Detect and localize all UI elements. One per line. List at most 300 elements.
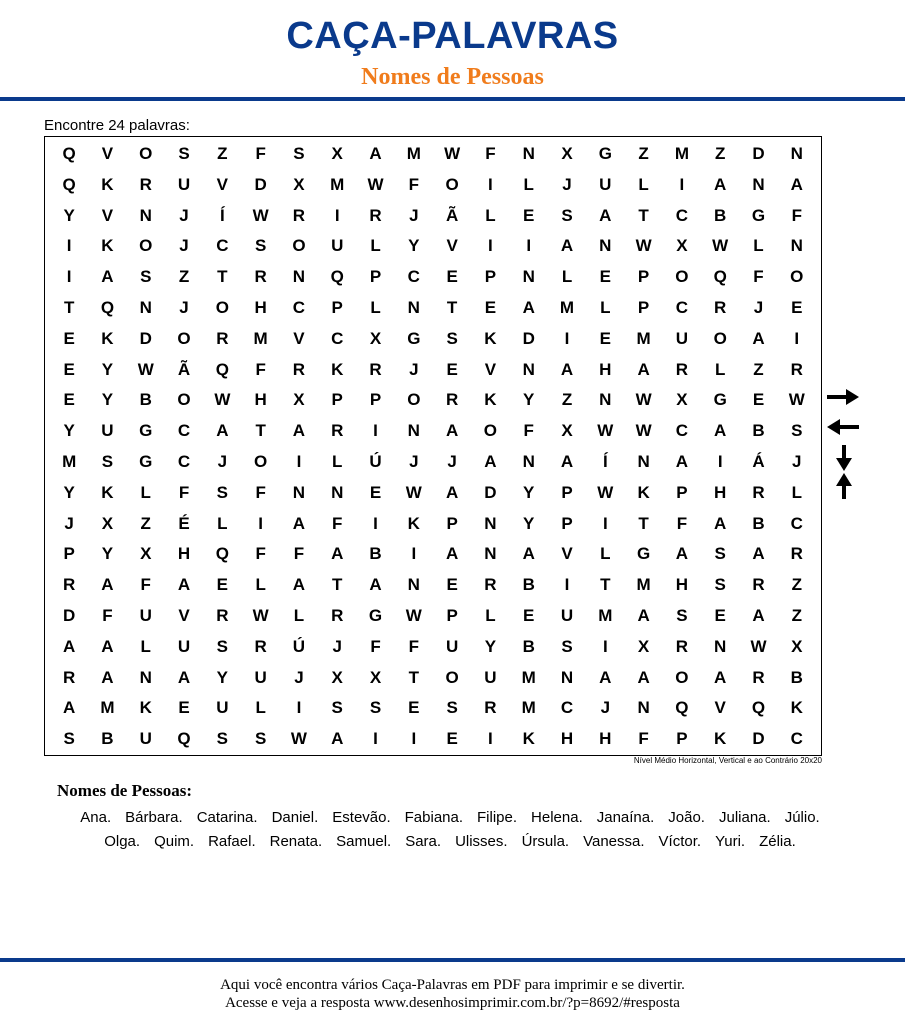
grid-letter: L (561, 267, 573, 287)
grid-letter: N (637, 451, 650, 471)
grid-letter: A (177, 575, 191, 595)
grid-letter: F (676, 513, 688, 533)
grid-letter: R (675, 636, 689, 656)
grid-letter: R (139, 174, 152, 194)
grid-row (50, 478, 821, 509)
grid-letter: F (255, 359, 266, 379)
grid-row (50, 416, 821, 447)
grid-letter: W (252, 605, 269, 625)
grid-letter: E (369, 482, 382, 502)
grid-letter: K (101, 482, 114, 502)
grid-letter: A (63, 636, 76, 656)
grid-letter: O (254, 451, 268, 471)
grid-letter: J (64, 513, 74, 533)
grid-letter: K (637, 482, 650, 502)
grid-letter: S (216, 729, 228, 749)
grid-letter: L (255, 575, 266, 595)
grid-letter: S (140, 267, 152, 287)
grid-letter: I (602, 636, 608, 656)
grid-letter: N (407, 297, 420, 317)
grid-letter: Z (178, 267, 190, 287)
grid-letter: C (675, 205, 689, 225)
grid-letter: R (484, 575, 497, 595)
grid-letter: F (255, 482, 266, 502)
grid-letter: N (407, 575, 420, 595)
page-subtitle: Nomes de Pessoas (361, 64, 544, 90)
grid-letter: T (408, 667, 420, 687)
grid-row (50, 539, 821, 570)
grid-letter: S (216, 482, 228, 502)
grid-letter: X (331, 144, 343, 163)
word-item: Renata. (269, 833, 323, 850)
grid-letter: R (369, 205, 382, 225)
grid-letter: A (752, 605, 765, 625)
grid-letter: Z (791, 605, 802, 625)
grid-letter: L (638, 174, 649, 194)
grid-letter: A (752, 544, 765, 564)
grid-letter: O (713, 328, 727, 348)
grid-letter: H (254, 297, 267, 317)
grid-letter: G (636, 544, 651, 564)
grid-letter: W (635, 421, 652, 441)
grid-letter: Y (484, 636, 497, 656)
grid-letter: A (331, 729, 344, 749)
grid-letter: V (216, 174, 228, 194)
grid-letter: N (331, 482, 344, 502)
grid-letter: L (217, 513, 228, 533)
grid-letter: U (254, 667, 267, 687)
word-item: Júlio. (784, 809, 820, 826)
grid-letter: A (445, 544, 459, 564)
grid-letter: R (216, 605, 229, 625)
grid-letter: K (484, 328, 497, 348)
grid-letter: L (715, 359, 726, 379)
grid-letter: O (445, 174, 459, 194)
grid-letter: A (637, 605, 650, 625)
grid-letter: L (791, 482, 802, 502)
grid-letter: R (484, 698, 497, 718)
grid-letter: A (369, 575, 382, 595)
grid-letter: I (296, 698, 302, 718)
grid-letter: P (446, 605, 458, 625)
grid-row (50, 293, 821, 324)
grid-letter: E (599, 328, 611, 348)
grid-letter: C (216, 236, 229, 256)
word-item: Filipe. (477, 809, 518, 826)
grid-letter: Z (753, 359, 764, 379)
grid-letter: R (63, 575, 76, 595)
grid-letter: W (444, 144, 461, 163)
grid-letter: O (215, 297, 229, 317)
grid-row (50, 262, 821, 293)
grid-letter: S (254, 729, 267, 749)
grid-letter: X (369, 667, 382, 687)
grid-letter: T (638, 513, 649, 533)
footer-line-1: Aqui você encontra vários Caça-Palavras em PDF para imprimir e se divertir. (220, 977, 685, 993)
grid-letter: R (254, 636, 267, 656)
grid-letter: N (522, 144, 535, 163)
grid-letter: K (407, 513, 420, 533)
grid-letter: C (560, 698, 574, 718)
grid-letter: T (332, 575, 343, 595)
grid-letter: N (292, 482, 306, 502)
grid-letter: Ã (177, 359, 191, 379)
grid-letter: J (562, 174, 572, 194)
grid-letter: N (484, 513, 497, 533)
grid-letter: Y (63, 421, 75, 441)
grid-letter: C (292, 297, 306, 317)
grid-letter: A (101, 267, 114, 287)
grid-letter: O (790, 267, 804, 287)
grid-row (50, 570, 821, 601)
grid-letter: P (676, 482, 688, 502)
grid-letter: F (255, 144, 266, 163)
grid-letter: H (599, 729, 612, 749)
grid-letter: S (446, 698, 458, 718)
grid-letter: J (600, 698, 611, 718)
grid-letter: W (635, 236, 652, 256)
grid-letter: I (526, 236, 532, 256)
grid-letter: O (445, 667, 459, 687)
grid-letter: K (790, 698, 803, 718)
grid-letter: P (331, 390, 343, 410)
grid-letter: G (139, 451, 153, 471)
grid-letter: A (445, 421, 459, 441)
word-item: Vanessa. (583, 833, 645, 850)
grid-letter: I (488, 174, 493, 194)
grid-letter: Q (177, 729, 191, 749)
grid-letter: A (714, 174, 727, 194)
word-item: Samuel. (336, 833, 392, 850)
level-note: Nível Médio Horizontal, Vertical e ao Contrário 20x20 (633, 756, 822, 765)
grid-letter: E (446, 267, 458, 287)
grid-letter: P (484, 267, 497, 287)
grid-row (50, 139, 821, 170)
bottom-divider (0, 958, 905, 962)
grid-letter: I (258, 513, 263, 533)
grid-row (50, 663, 821, 694)
grid-letter: A (292, 575, 306, 595)
grid-letter: N (599, 390, 612, 410)
grid-letter: E (523, 205, 535, 225)
grid-letter: W (597, 421, 614, 441)
grid-letter: J (179, 297, 189, 317)
grid-letter: J (332, 636, 342, 656)
grid-letter: J (447, 451, 457, 471)
word-list (60, 806, 840, 854)
grid-letter: R (216, 328, 229, 348)
grid-letter: A (790, 174, 803, 194)
grid-letter: Ú (292, 636, 306, 656)
grid-letter: E (63, 390, 75, 410)
grid-letter: R (445, 390, 459, 410)
word-item: Estevão. (332, 809, 391, 826)
grid-letter: P (561, 513, 573, 533)
grid-letter: R (714, 297, 727, 317)
grid-letter: Q (330, 267, 344, 287)
grid-letter: N (292, 267, 306, 287)
grid-letter: F (408, 174, 420, 194)
grid-letter: O (292, 236, 306, 256)
grid-letter: D (63, 605, 76, 625)
grid-letter: F (178, 482, 190, 502)
word-item: Víctor. (658, 833, 702, 850)
arrow-up-icon (835, 472, 853, 500)
grid-letter: S (714, 575, 726, 595)
grid-letter: X (561, 144, 573, 163)
grid-letter: U (216, 698, 229, 718)
grid-letter: B (714, 205, 727, 225)
grid-letter: M (100, 698, 115, 718)
grid-letter: E (178, 698, 190, 718)
grid-letter: Q (675, 698, 689, 718)
grid-letter: U (484, 667, 497, 687)
grid-letter: B (101, 729, 114, 749)
grid-letter: V (714, 698, 726, 718)
grid-letter: E (484, 297, 497, 317)
grid-letter: S (561, 636, 573, 656)
grid-letter: Z (791, 575, 802, 595)
grid-letter: B (752, 513, 765, 533)
grid-letter: A (63, 698, 76, 718)
grid-letter: N (599, 236, 612, 256)
grid-letter: Q (62, 144, 76, 163)
grid-letter: R (790, 359, 803, 379)
grid-letter: Y (216, 667, 228, 687)
grid-letter: I (564, 328, 570, 348)
grid-letter: X (140, 544, 152, 564)
grid-letter: A (101, 667, 114, 687)
grid-letter: E (752, 390, 765, 410)
grid-letter: Y (408, 236, 420, 256)
grid-letter: W (750, 636, 767, 656)
grid-letter: N (790, 236, 803, 256)
grid-letter: X (331, 667, 343, 687)
grid-letter: L (255, 698, 266, 718)
grid-letter: B (139, 390, 152, 410)
grid-letter: M (330, 174, 345, 194)
grid-letter: D (752, 729, 765, 749)
grid-letter: N (139, 205, 152, 225)
grid-letter: U (599, 174, 612, 194)
grid-row (50, 385, 821, 416)
grid-letter: S (561, 205, 573, 225)
grid-letter: N (407, 421, 420, 441)
word-item: Juliana. (718, 809, 771, 826)
grid-letter: S (369, 698, 382, 718)
grid-letter: A (637, 359, 650, 379)
grid-letter: F (255, 544, 266, 564)
grid-letter: J (179, 236, 189, 256)
grid-letter: O (139, 236, 153, 256)
word-item: Úrsula. (521, 833, 570, 850)
grid-letter: U (139, 605, 152, 625)
grid-letter: S (446, 328, 458, 348)
grid-letter: T (600, 575, 611, 595)
grid-letter: W (214, 390, 231, 410)
grid-letter: U (560, 605, 574, 625)
grid-letter: J (179, 205, 189, 225)
grid-letter: B (369, 544, 382, 564)
grid-letter: M (636, 328, 651, 348)
grid-row (50, 324, 821, 355)
grid-letter: A (637, 667, 650, 687)
grid-letter: S (714, 544, 726, 564)
grid-letter: U (445, 636, 459, 656)
grid-letter: C (177, 451, 191, 471)
grid-letter: A (292, 513, 306, 533)
grid-letter: C (675, 421, 689, 441)
arrow-down-icon (835, 444, 853, 472)
grid-letter: D (484, 482, 497, 502)
grid-letter: K (714, 729, 727, 749)
grid-letter: Ã (445, 205, 459, 225)
grid-letter: U (177, 636, 191, 656)
grid-letter: Z (561, 390, 573, 410)
grid-letter: F (370, 636, 381, 656)
grid-letter: L (332, 451, 343, 471)
grid-letter: J (409, 205, 419, 225)
grid-letter: P (637, 267, 650, 287)
grid-letter: M (62, 451, 77, 471)
grid-letter: F (332, 513, 343, 533)
grid-letter: G (368, 605, 383, 625)
grid-letter: T (255, 421, 266, 441)
grid-letter: Q (100, 297, 115, 317)
word-item: João. (668, 809, 705, 826)
grid-letter: J (753, 297, 764, 317)
grid-letter: I (373, 513, 378, 533)
grid-letter: R (331, 605, 344, 625)
grid-letter: E (63, 359, 75, 379)
grid-letter: Z (638, 144, 649, 163)
grid-letter: E (446, 729, 458, 749)
grid-letter: M (521, 698, 536, 718)
grid-letter: Y (523, 513, 535, 533)
grid-letter: U (331, 236, 344, 256)
grid-letter: L (370, 297, 381, 317)
grid-letter: F (102, 605, 113, 625)
grid-letter: A (560, 236, 574, 256)
grid-letter: E (791, 297, 803, 317)
grid-letter: N (560, 667, 574, 687)
grid-letter: N (484, 544, 497, 564)
grid-letter: P (637, 297, 650, 317)
grid-letter: L (370, 236, 381, 256)
grid-letter: L (523, 174, 534, 194)
grid-letter: P (561, 482, 573, 502)
grid-letter: F (753, 267, 764, 287)
grid-letter: S (101, 451, 114, 471)
word-list-heading: Nomes de Pessoas: (57, 781, 193, 800)
grid-letter: I (679, 174, 685, 194)
grid-letter: D (522, 328, 535, 348)
grid-letter: A (216, 421, 229, 441)
grid-letter: M (598, 605, 613, 625)
word-item: Bárbara. (125, 809, 183, 826)
grid-row (50, 170, 821, 201)
grid-letter: M (559, 297, 575, 317)
grid-letter: N (139, 667, 152, 687)
grid-letter: N (790, 144, 803, 163)
grid-letter: X (791, 636, 803, 656)
grid-letter: S (331, 698, 343, 718)
grid-letter: S (216, 636, 228, 656)
grid-letter: W (788, 390, 805, 410)
grid-letter: Y (63, 205, 75, 225)
grid-letter: H (714, 482, 727, 502)
grid-letter: M (674, 144, 689, 163)
grid-letter: I (373, 729, 378, 749)
grid-letter: A (752, 328, 765, 348)
grid-letter: R (752, 482, 765, 502)
grid-row (50, 201, 821, 232)
grid-letter: L (753, 236, 764, 256)
grid-letter: O (675, 267, 689, 287)
grid-letter: M (253, 328, 268, 348)
grid-letter: X (637, 636, 650, 656)
grid-letter: A (445, 482, 459, 502)
grid-letter: W (405, 605, 422, 625)
grid-letter: A (101, 636, 114, 656)
grid-letter: X (101, 513, 114, 533)
grid-letter: X (369, 328, 382, 348)
grid-letter: A (599, 205, 612, 225)
grid-letter: P (369, 390, 382, 410)
grid-letter: A (292, 421, 306, 441)
grid-letter: Y (523, 390, 535, 410)
grid-letter: I (411, 729, 417, 749)
grid-letter: Y (523, 482, 535, 502)
grid-letter: A (714, 421, 727, 441)
grid-letter: I (296, 451, 302, 471)
grid-letter: C (407, 267, 420, 287)
grid-letter: A (177, 667, 191, 687)
grid-letter: A (101, 575, 114, 595)
grid-letter: A (560, 451, 574, 471)
grid-letter: H (177, 544, 191, 564)
grid-letter: F (293, 544, 305, 564)
grid-letter: D (139, 328, 152, 348)
grid-letter: M (406, 144, 421, 163)
grid-letter: U (675, 328, 689, 348)
grid-letter: T (217, 267, 228, 287)
grid-letter: Y (101, 544, 114, 564)
grid-letter: K (484, 390, 497, 410)
grid-letter: A (522, 544, 535, 564)
grid-letter: P (446, 513, 458, 533)
grid-letter: K (139, 698, 152, 718)
grid-row (50, 724, 821, 755)
grid-letter: K (522, 729, 535, 749)
grid-letter: N (752, 174, 765, 194)
grid-letter: L (140, 636, 151, 656)
grid-row (50, 632, 821, 663)
grid-letter: Y (63, 482, 75, 502)
grid-letter: V (484, 359, 497, 379)
page-title: CAÇA-PALAVRAS (286, 15, 619, 57)
word-item: Yuri. (715, 833, 746, 850)
word-item: Ulisses. (455, 833, 508, 850)
grid-letter: Y (101, 390, 114, 410)
grid-letter: F (638, 729, 649, 749)
grid-letter: R (790, 544, 803, 564)
word-item: Ana. (80, 809, 112, 826)
word-item: Sara. (405, 833, 442, 850)
grid-letter: D (254, 174, 267, 194)
grid-letter: Í (602, 451, 608, 471)
grid-letter: K (101, 174, 114, 194)
